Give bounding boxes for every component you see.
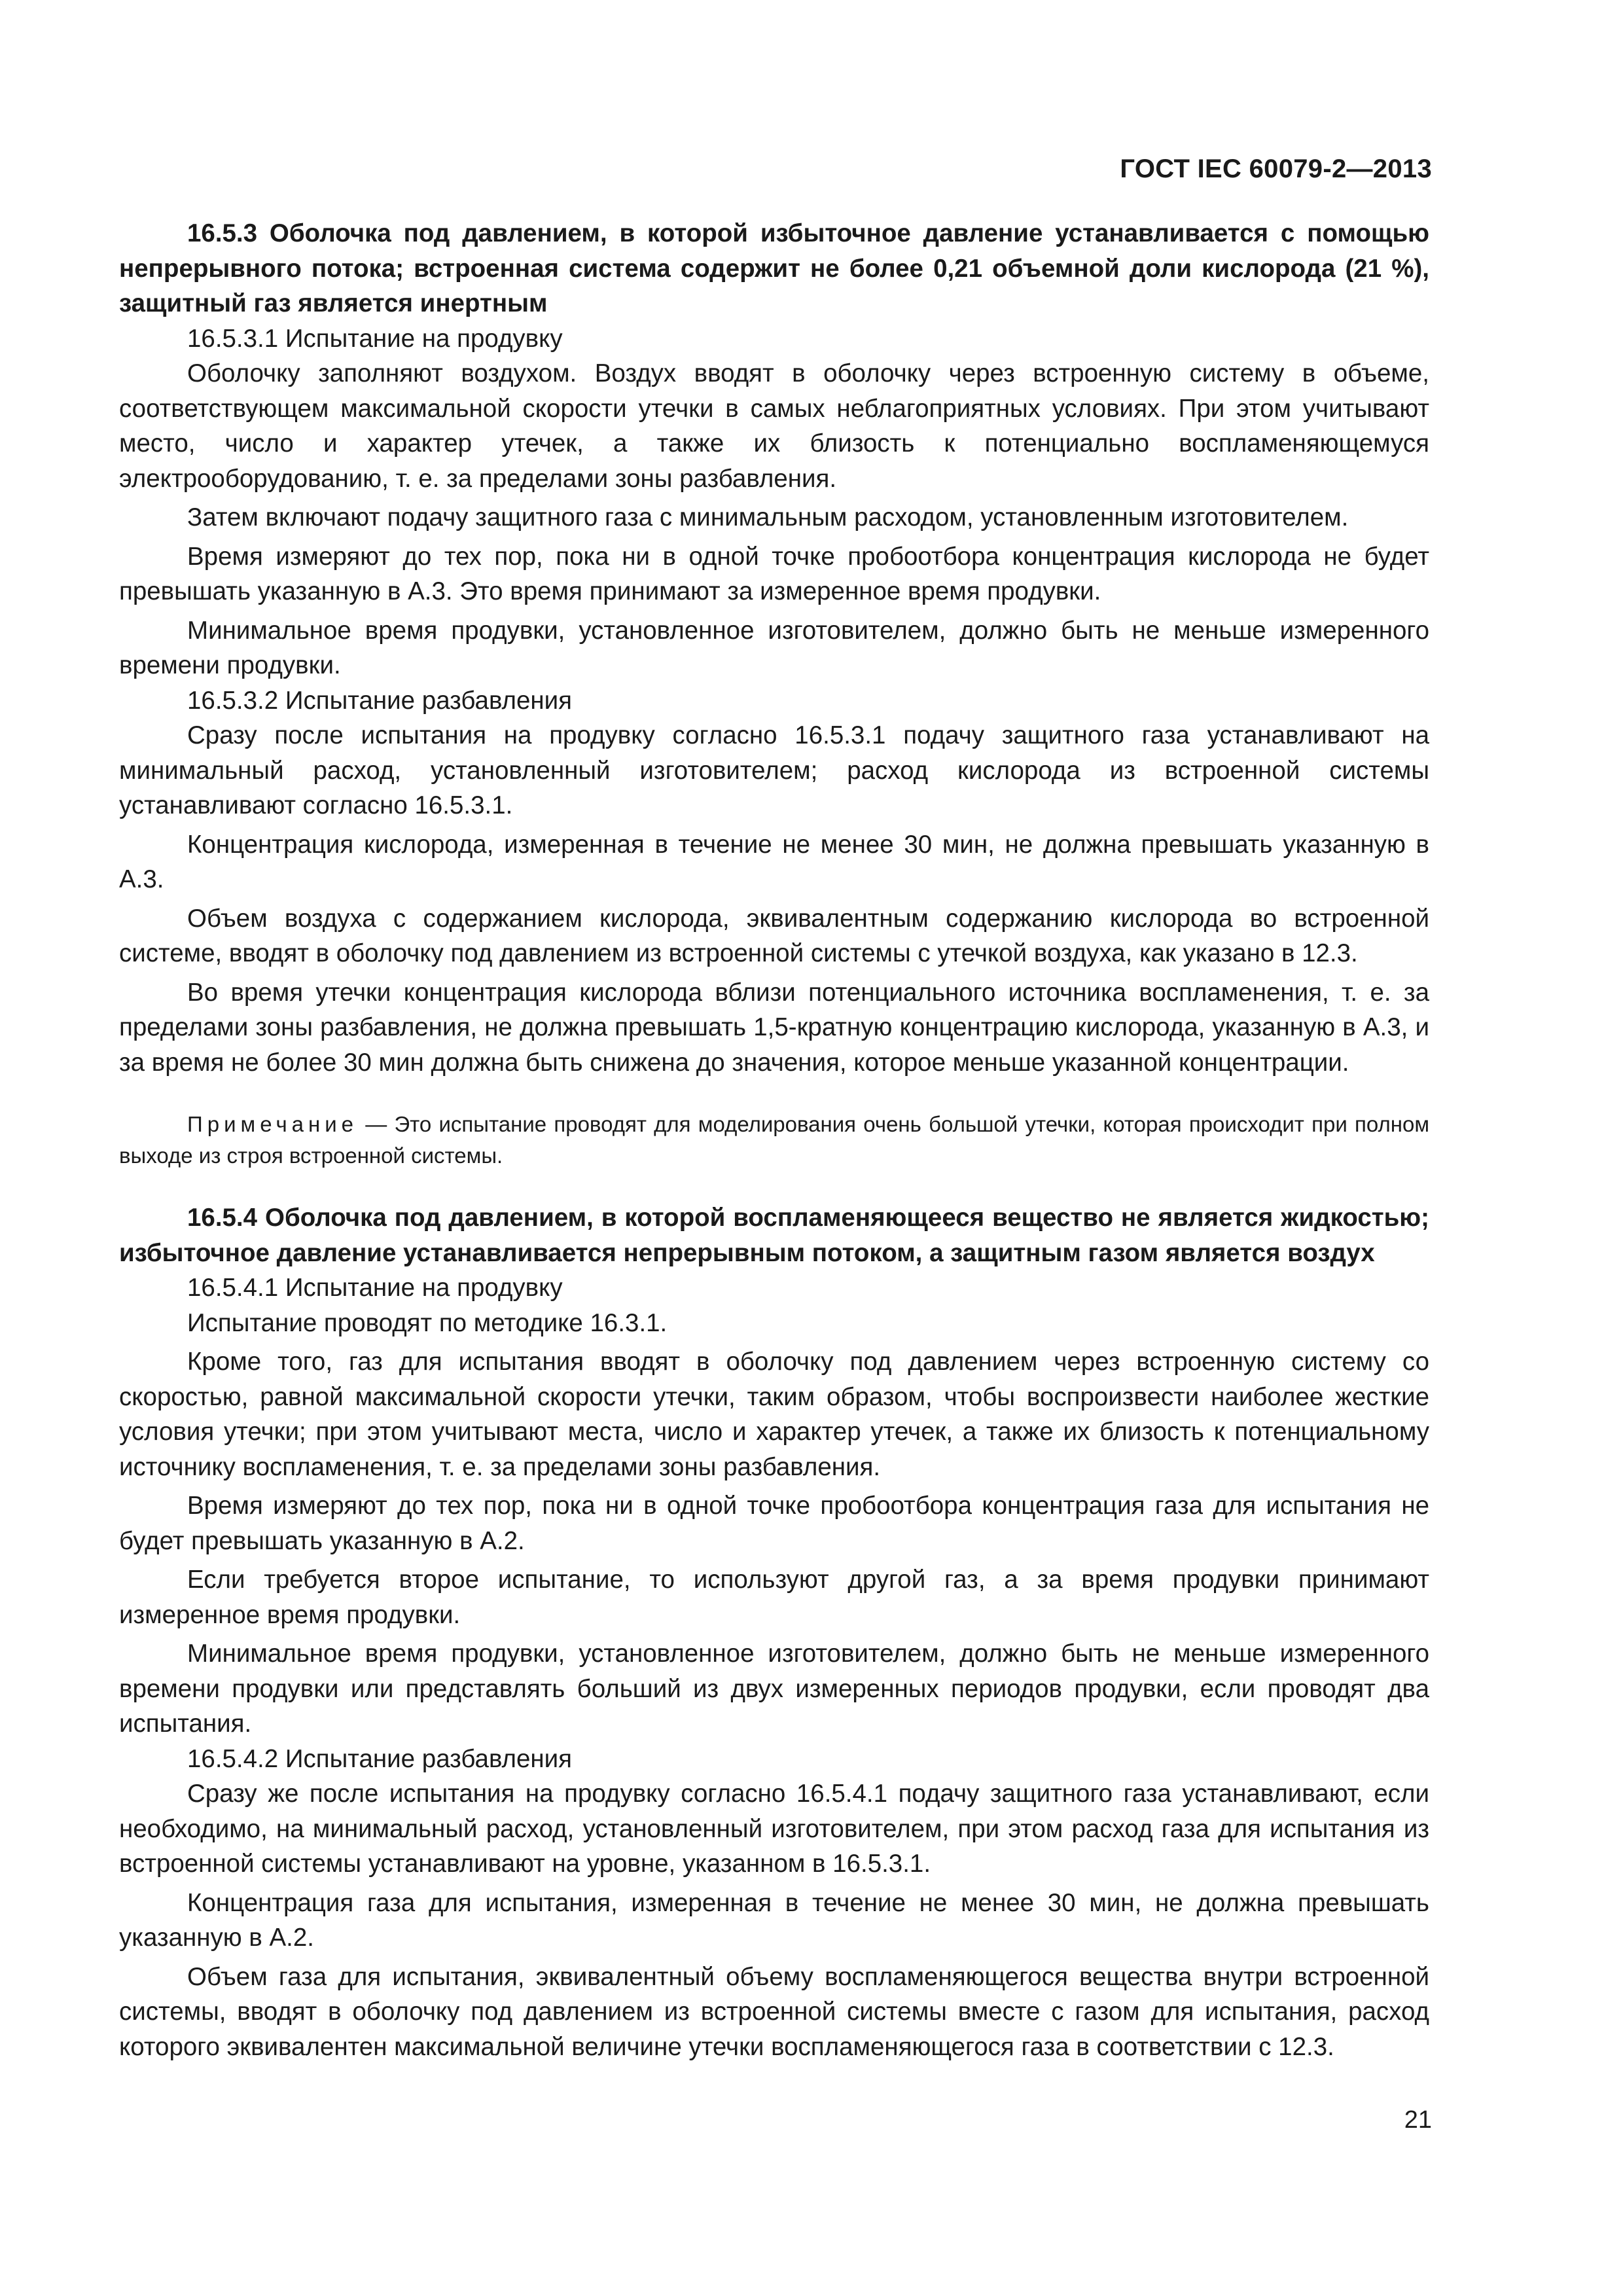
subsection-title-16-5-3-2: 16.5.3.2 Испытание разбавления — [187, 686, 573, 715]
paragraph: Кроме того, газ для испытания вводят в оболочку под давлением через встроенную систему со скоростью, равной максимальной скорости утечки, таким образом, чтобы воспроизвести наиболее жесткие условия утечки; при этом учитывают места, число и характер утечек, а также их близость к потенциальному источнику воспламенения, т. е. за пределами зоны разбавления. — [119, 1348, 1429, 1481]
subsection-title-16-5-4-2: 16.5.4.2 Испытание разбавления — [187, 1744, 573, 1773]
paragraph: Испытание проводят по методике 16.3.1. — [187, 1308, 668, 1337]
paragraph: Если требуется второе испытание, то используют другой газ, а за время продувки принимают измеренное время продувки. — [119, 1566, 1429, 1629]
section-heading-16-5-4: 16.5.4 Оболочка под давлением, в которой воспламеняющееся вещество не является жидкостью; избыточное давление устанавливается непрерывным потоком, а защитным газом является воздух — [119, 1204, 1429, 1267]
paragraph: Затем включают подачу защитного газа с минимальным расходом, установленным изготовителем. — [187, 503, 1349, 531]
paragraph: Минимальное время продувки, установленное изготовителем, должно быть не меньше измеренного времени продувки. — [119, 616, 1429, 679]
note-text: — Это испытание проводят для моделирования очень большой утечки, которая происходит при полном выходе из строя встроенной системы. — [119, 1112, 1429, 1168]
page-number: 21 — [1404, 2106, 1432, 2134]
note-label: Примечание — [187, 1112, 359, 1136]
paragraph: Сразу же после испытания на продувку согласно 16.5.4.1 подачу защитного газа устанавливают, если необходимо, на минимальный расход, установленный изготовителем, при этом расход газа для испытания из встроенной системы устанавливают на уровне, указанном в 16.5.3.1. — [119, 1780, 1429, 1878]
paragraph: Время измеряют до тех пор, пока ни в одной точке пробоотбора концентрация газа для испытания не будет превышать указанную в А.2. — [119, 1492, 1429, 1555]
paragraph: Минимальное время продувки, установленное изготовителем, должно быть не меньше измеренного времени продувки или представлять больший из двух измеренных периодов продувки, если проводят два испытания. — [119, 1640, 1429, 1738]
note — [119, 1109, 1429, 1172]
paragraph: Оболочку заполняют воздухом. Воздух вводят в оболочку через встроенную систему в объеме, соответствующем максимальной скорости утечки в самых неблагоприятных условиях. При этом учитывают место, число и характер утечек, а также их близость к потенциально воспламеняющемуся электрооборудованию, т. е. за пределами зоны разбавления. — [119, 359, 1429, 493]
paragraph: Объем газа для испытания, эквивалентный объему воспламеняющегося вещества внутри встроенной системы, вводят в оболочку под давлением из встроенной системы вместе с газом для испытания, расход которого эквивалентен максимальной величине утечки воспламеняющегося газа в соответствии с 12.3. — [119, 1962, 1429, 2061]
paragraph: Объем воздуха с содержанием кислорода, эквивалентным содержанию кислорода во встроенной системе, вводят в оболочку под давлением из встроенной системы с утечкой воздуха, как указано в 12.3. — [119, 904, 1429, 967]
document-header: ГОСТ IEC 60079-2—2013 — [1120, 154, 1432, 183]
subsection-title-16-5-3-1: 16.5.3.1 Испытание на продувку — [187, 324, 563, 353]
paragraph: Концентрация кислорода, измеренная в течение не менее 30 мин, не должна превышать указанную в А.3. — [119, 830, 1429, 893]
paragraph: Во время утечки концентрация кислорода вблизи потенциального источника воспламенения, т. е. за пределами зоны разбавления, не должна превышать 1,5-кратную концентрацию кислорода, указанную в А.3, и за время не более 30 мин должна быть снижена до значения, которое меньше указанной концентрации. — [119, 978, 1429, 1077]
section-heading-16-5-3: 16.5.3 Оболочка под давлением, в которой избыточное давление устанавливается с помощью непрерывного потока; встроенная система содержит не более 0,21 объемной доли кислорода (21 %), защитный газ является инертным — [119, 219, 1429, 317]
paragraph: Время измеряют до тех пор, пока ни в одной точке пробоотбора концентрация кислорода не будет превышать указанную в А.3. Это время принимают за измеренное время продувки. — [119, 542, 1429, 605]
subsection-title-16-5-4-1: 16.5.4.1 Испытание на продувку — [187, 1274, 563, 1302]
document-body — [119, 216, 1429, 2064]
paragraph: Сразу после испытания на продувку согласно 16.5.3.1 подачу защитного газа устанавливают на минимальный расход, установленный изготовителем; расход кислорода из встроенной системы устанавливают согласно 16.5.3.1. — [119, 721, 1429, 819]
paragraph: Концентрация газа для испытания, измеренная в течение не менее 30 мин, не должна превышать указанную в А.2. — [119, 1888, 1429, 1952]
